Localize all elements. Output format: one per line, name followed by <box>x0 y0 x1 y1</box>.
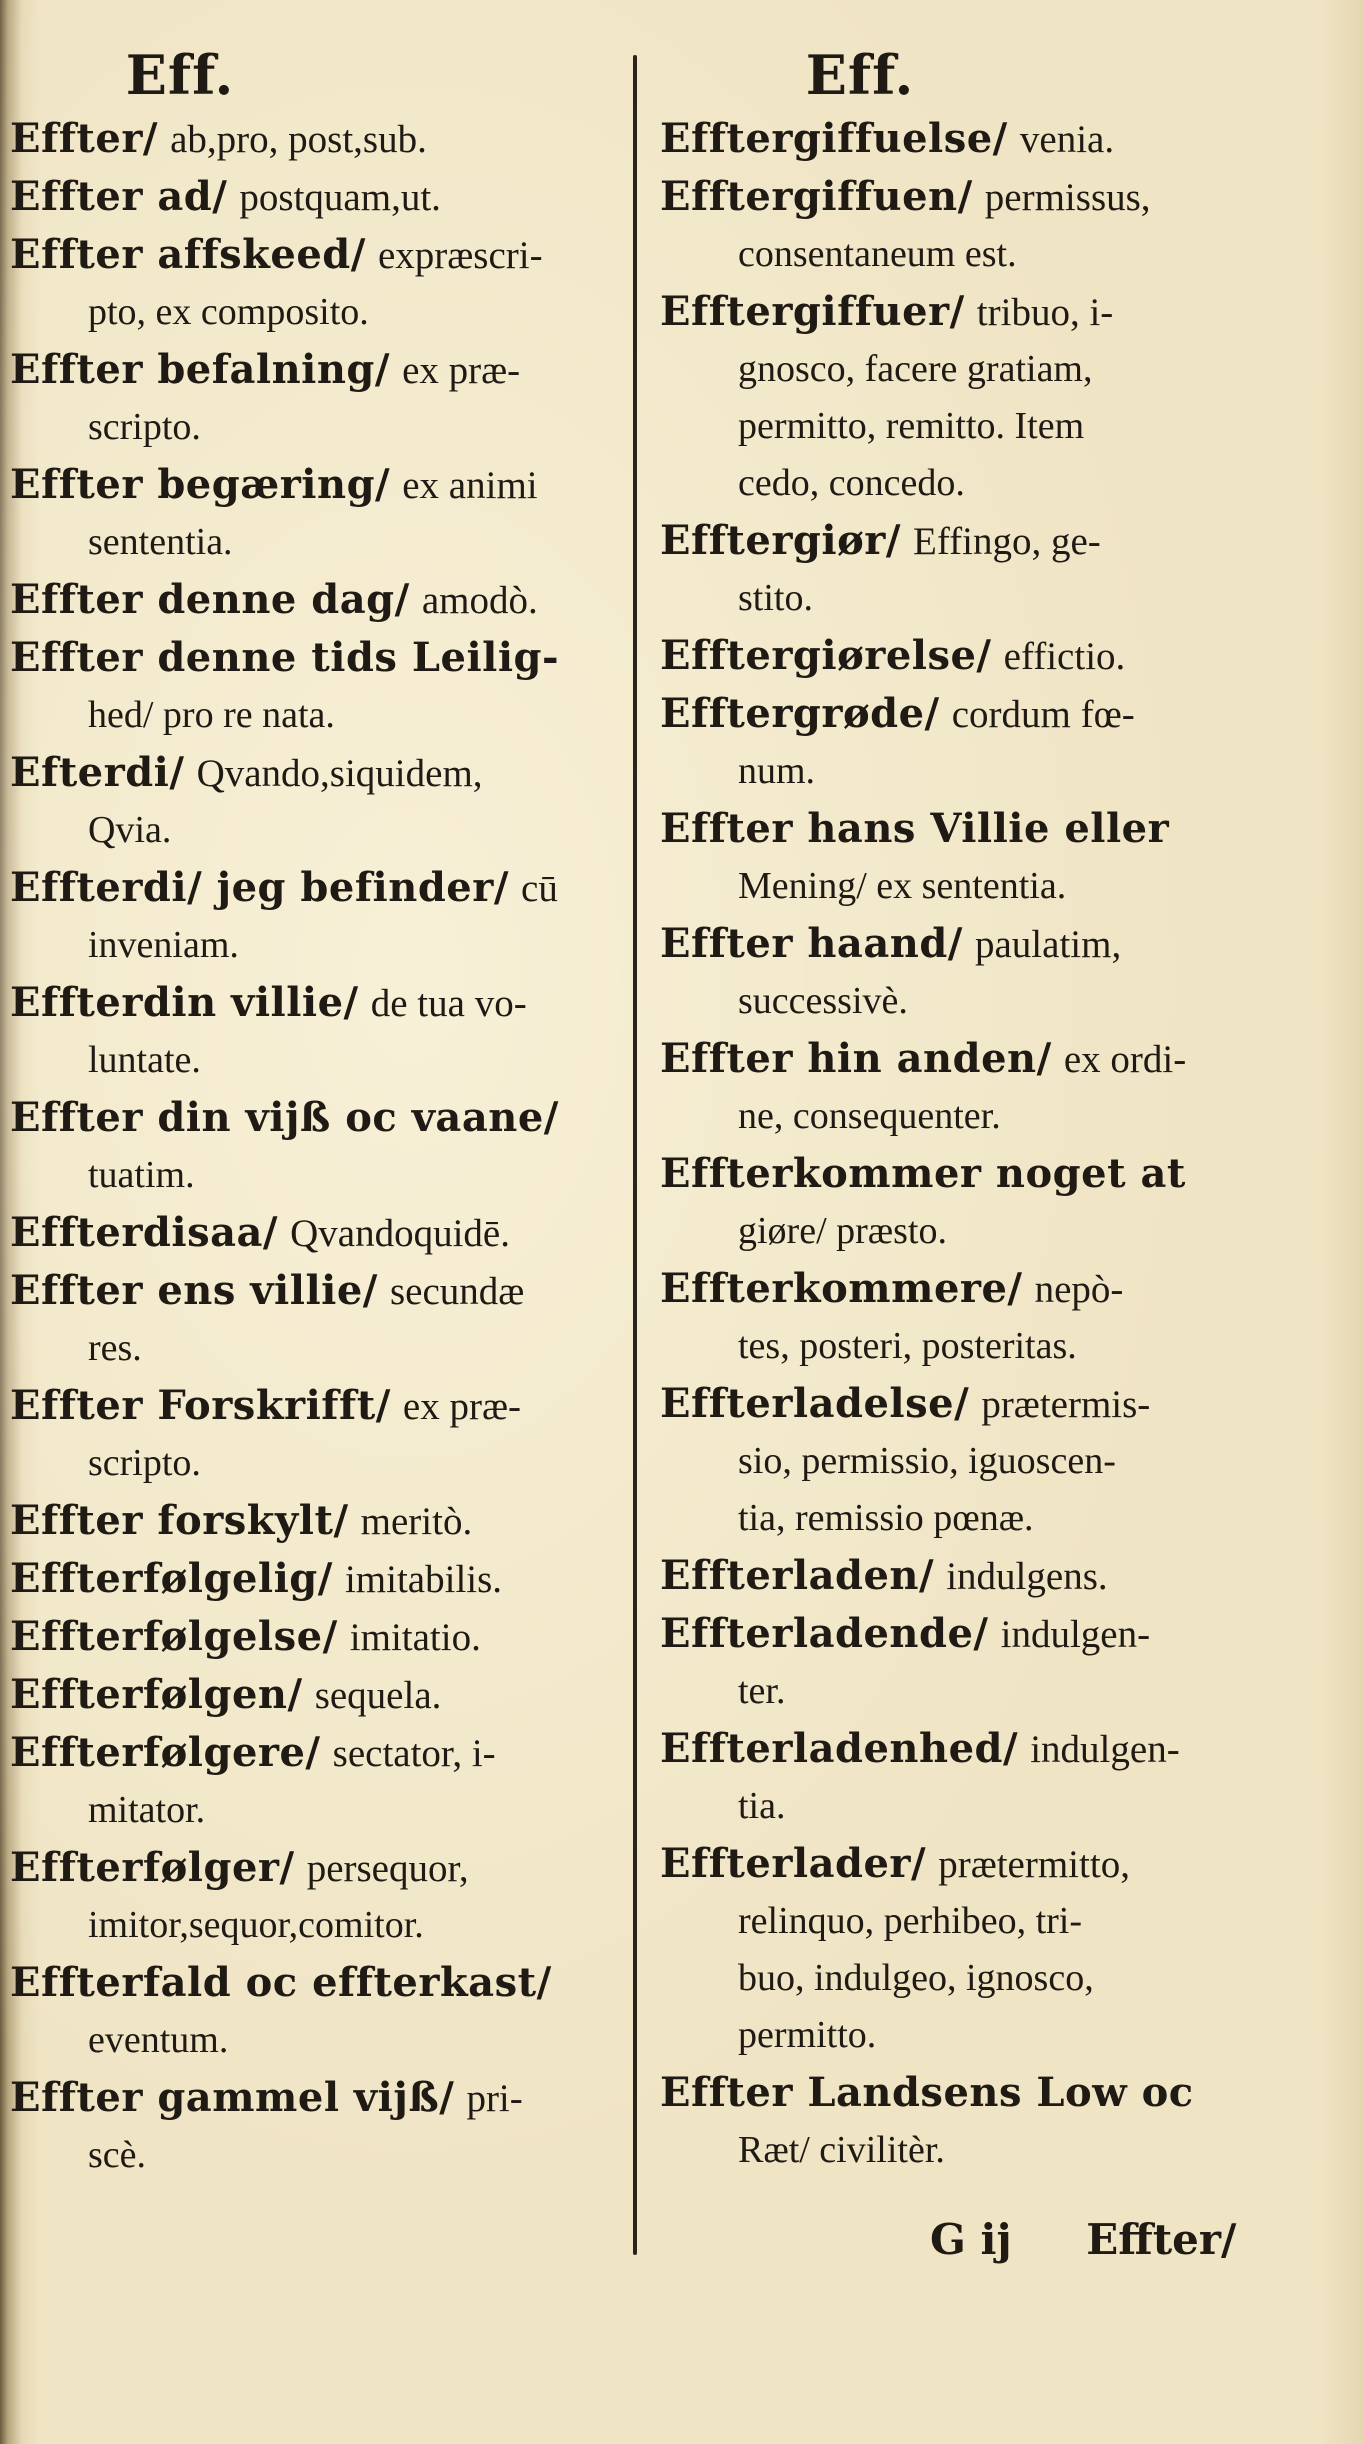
entry-continuation: scè. <box>88 2134 147 2176</box>
entry-gloss: prætermis- <box>981 1383 1151 1426</box>
dictionary-entry <box>10 974 630 1089</box>
entry-gloss: sequela. <box>314 1674 442 1717</box>
entry-headword: Effterladelse/ <box>660 1380 970 1427</box>
entry-gloss: indulgen- <box>1000 1613 1151 1656</box>
dictionary-entry <box>660 168 1300 283</box>
entry-gloss: de tua vo- <box>370 982 527 1025</box>
entry-headword: Effter hin anden/ <box>660 1035 1052 1082</box>
dictionary-entry <box>660 685 1300 800</box>
dictionary-entry <box>10 1089 630 1204</box>
entry-continuation: pto, ex composito. <box>88 291 369 333</box>
entry-headword: Effter gammel vijß/ <box>10 2074 455 2121</box>
entry-gloss: ex animi <box>402 464 538 507</box>
entry-headword: Effter Forskrifft/ <box>10 1382 391 1429</box>
entry-gloss: venia. <box>1019 118 1115 161</box>
entry-headword: Effterfølgelig/ <box>10 1555 333 1602</box>
entry-continuation: luntate. <box>88 1039 201 1081</box>
entry-headword: Effter din vijß oc vaane/ <box>10 1094 559 1141</box>
entry-headword: Effterdin villie/ <box>10 979 359 1026</box>
dictionary-entry <box>10 744 630 859</box>
entry-gloss: sectator, i- <box>332 1732 496 1775</box>
dictionary-entry <box>10 1262 630 1377</box>
entry-continuation: sio, permissio, iguoscen- <box>738 1440 1116 1482</box>
entry-headword: Efftergiffuen/ <box>660 173 973 220</box>
entry-gloss: ex præ- <box>402 1385 521 1428</box>
entry-headword: Efftergiørelse/ <box>660 632 992 679</box>
dictionary-entry <box>660 1835 1300 1950</box>
dictionary-entry <box>660 283 1300 398</box>
entry-continuation: scripto. <box>88 406 201 448</box>
entry-continuation: giøre/ præsto. <box>738 1210 947 1252</box>
dictionary-entry <box>660 1950 1300 2007</box>
dictionary-entry <box>660 455 1300 512</box>
entry-headword: Effterfølger/ <box>10 1844 295 1891</box>
dictionary-entry <box>10 571 630 629</box>
entry-continuation: tia, remissio pœnæ. <box>738 1497 1034 1539</box>
dictionary-entry <box>660 1720 1300 1835</box>
entry-continuation: relinquo, perhibeo, tri- <box>738 1900 1083 1942</box>
dictionary-entry <box>660 512 1300 627</box>
entry-gloss: meritò. <box>360 1500 473 1543</box>
entry-gloss: secundæ <box>389 1270 525 1313</box>
entry-gloss: ex præ- <box>402 349 521 392</box>
entry-headword: Effter denne dag/ <box>10 576 410 623</box>
entry-headword: Effterfølgere/ <box>10 1729 321 1776</box>
left-entry-list <box>10 110 630 2184</box>
entry-gloss: Qvandoquidē. <box>290 1212 510 1255</box>
entry-gloss: tribuo, i- <box>976 291 1114 334</box>
entry-gloss: indulgen- <box>1030 1728 1180 1771</box>
entry-continuation: tes, posteri, posteritas. <box>738 1325 1077 1367</box>
entry-gloss: effictio. <box>1003 635 1126 678</box>
entry-continuation: scripto. <box>88 1442 201 1484</box>
dictionary-entry <box>10 456 630 571</box>
entry-continuation: res. <box>88 1327 142 1369</box>
entry-headword: Effter affskeed/ <box>10 231 366 278</box>
dictionary-entry <box>10 110 630 168</box>
dictionary-entry <box>660 800 1300 915</box>
entry-continuation: mitator. <box>88 1789 206 1831</box>
dictionary-entry <box>10 2069 630 2184</box>
dictionary-entry <box>660 627 1300 685</box>
entry-continuation: ter. <box>738 1670 786 1712</box>
right-running-head: Eff. <box>805 43 915 107</box>
entry-headword: Effter/ <box>10 115 159 162</box>
entry-headword: Effter haand/ <box>660 920 963 967</box>
entry-continuation: cedo, concedo. <box>738 462 965 504</box>
dictionary-entry <box>660 915 1300 1030</box>
entry-headword: Efftergiør/ <box>660 517 901 564</box>
dictionary-entry <box>660 1145 1300 1260</box>
dictionary-entry <box>660 1605 1300 1720</box>
entry-headword: Effterdi/ jeg befinder/ <box>10 864 509 911</box>
entry-headword: Effterfald oc effterkast/ <box>10 1959 552 2006</box>
entry-continuation: ne, consequenter. <box>738 1095 1001 1137</box>
dictionary-entry <box>10 341 630 456</box>
entry-gloss: persequor, <box>306 1847 469 1890</box>
entry-headword: Effterlader/ <box>660 1840 927 1887</box>
entry-gloss: amodò. <box>421 579 538 622</box>
entry-continuation: permitto, remitto. Item <box>738 405 1085 447</box>
entry-headword: Effterfølgelse/ <box>10 1613 338 1660</box>
entry-gloss: pri- <box>466 2077 523 2120</box>
entry-continuation: inveniam. <box>88 924 239 966</box>
entry-gloss: paulatim, <box>975 923 1122 966</box>
entry-continuation: buo, indulgeo, ignosco, <box>738 1957 1094 1999</box>
dictionary-entry <box>10 168 630 226</box>
dictionary-entry <box>10 1550 630 1608</box>
entry-headword: Effter hans Villie eller <box>660 805 1170 852</box>
entry-headword: Effterfølgen/ <box>10 1671 303 1718</box>
entry-continuation: successivè. <box>738 980 908 1022</box>
dictionary-entry <box>660 110 1300 168</box>
catchword: Effter/ <box>1086 2215 1237 2264</box>
dictionary-entry <box>10 226 630 341</box>
dictionary-entry <box>660 2064 1300 2179</box>
entry-headword: Effter denne tids Leilig- <box>10 634 560 681</box>
entry-headword: Effterkommere/ <box>660 1265 1023 1312</box>
entry-continuation: imitor,sequor,comitor. <box>88 1904 424 1946</box>
dictionary-entry <box>10 1204 630 1262</box>
entry-continuation: num. <box>738 750 816 792</box>
entry-gloss: Qvando,siquidem, <box>196 752 483 795</box>
dictionary-entry <box>10 1608 630 1666</box>
entry-gloss: imitabilis. <box>344 1558 503 1601</box>
right-entry-list <box>660 110 1300 2179</box>
dictionary-entry <box>660 1375 1300 1490</box>
entry-headword: Effterladenhed/ <box>660 1725 1019 1772</box>
dictionary-entry <box>660 1490 1300 1547</box>
entry-headword: Effterladen/ <box>660 1552 935 1599</box>
entry-gloss: prætermitto, <box>938 1843 1130 1886</box>
entry-continuation: eventum. <box>88 2019 229 2061</box>
entry-headword: Effter ad/ <box>10 173 228 220</box>
dictionary-entry <box>10 1377 630 1492</box>
dictionary-entry <box>660 1030 1300 1145</box>
right-column <box>660 40 1300 2179</box>
dictionary-entry <box>660 2007 1300 2064</box>
entry-headword: Efftergiffuelse/ <box>660 115 1008 162</box>
entry-gloss: cordum fœ- <box>951 693 1135 736</box>
dictionary-entry <box>10 629 630 744</box>
entry-headword: Effterkommer noget at <box>660 1150 1186 1197</box>
column-divider-rule <box>633 55 637 2255</box>
entry-continuation: Ræt/ civilitèr. <box>738 2129 945 2171</box>
dictionary-entry <box>10 1839 630 1954</box>
dictionary-entry <box>660 1547 1300 1605</box>
entry-headword: Efftergiffuer/ <box>660 288 965 335</box>
entry-gloss: Effingo, ge- <box>913 520 1101 563</box>
dictionary-entry <box>660 398 1300 455</box>
entry-continuation: gnosco, facere gratiam, <box>738 348 1093 390</box>
page-footer <box>930 2215 1236 2264</box>
entry-gloss: postquam,ut. <box>239 176 441 219</box>
dictionary-entry <box>10 1666 630 1724</box>
dictionary-entry <box>10 1492 630 1550</box>
dictionary-entry <box>660 1260 1300 1375</box>
entry-continuation: sententia. <box>88 521 233 563</box>
entry-continuation: tuatim. <box>88 1154 195 1196</box>
entry-gloss: nepò- <box>1034 1268 1124 1311</box>
entry-gloss: permissus, <box>984 176 1151 219</box>
entry-continuation: consentaneum est. <box>738 233 1017 275</box>
dictionary-entry <box>10 1724 630 1839</box>
entry-gloss: ex ordi- <box>1063 1038 1187 1081</box>
entry-gloss: ab,pro, post,sub. <box>170 118 427 161</box>
entry-gloss: indulgens. <box>946 1555 1108 1598</box>
left-running-head: Eff. <box>125 43 235 107</box>
left-column <box>10 40 630 2184</box>
entry-headword: Effter forskylt/ <box>10 1497 349 1544</box>
entry-headword: Efterdi/ <box>10 749 185 796</box>
entry-continuation: hed/ pro re nata. <box>88 694 335 736</box>
entry-headword: Effterladende/ <box>660 1610 989 1657</box>
entry-headword: Effter begæring/ <box>10 461 391 508</box>
entry-headword: Effter Landsens Low oc <box>660 2069 1194 2116</box>
entry-continuation: Mening/ ex sententia. <box>738 865 1067 907</box>
entry-gloss: cū <box>521 867 558 910</box>
entry-continuation: tia. <box>738 1785 786 1827</box>
dictionary-entry <box>10 859 630 974</box>
entry-continuation: Qvia. <box>88 809 172 851</box>
entry-gloss: imitatio. <box>349 1616 481 1659</box>
entry-headword: Efftergrøde/ <box>660 690 940 737</box>
signature-mark: G ij <box>930 2215 1012 2264</box>
entry-headword: Effter ens villie/ <box>10 1267 378 1314</box>
entry-gloss: expræscri- <box>377 234 543 277</box>
entry-headword: Effter befalning/ <box>10 346 391 393</box>
entry-headword: Effterdisaa/ <box>10 1209 279 1256</box>
entry-continuation: stito. <box>738 577 813 619</box>
entry-continuation: permitto. <box>738 2014 877 2056</box>
dictionary-entry <box>10 1954 630 2069</box>
